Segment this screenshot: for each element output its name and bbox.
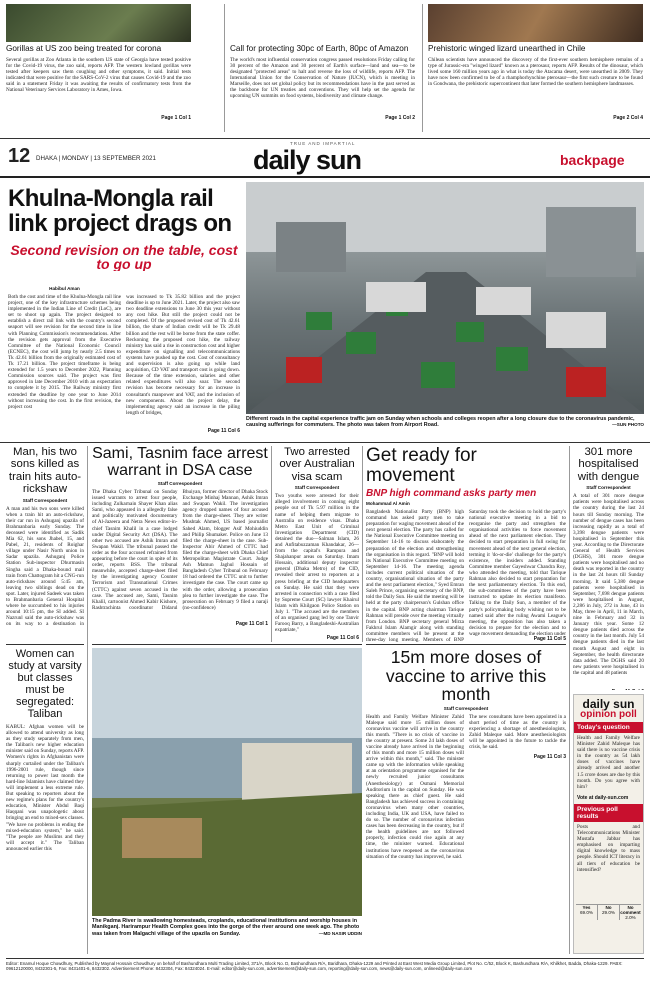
poll-brand: daily sun [582,697,635,711]
story-sami[interactable] [92,446,268,642]
lead-byline: Habibul Aman [49,286,80,291]
tagline: TRUE AND IMPARTIAL [290,141,356,146]
story-jump: Page 11 Col 6 [326,635,359,642]
story-byline: Staff Correspondent [22,497,68,503]
lead-col-1: Both the cost and time of the Khulna-Mongla rail line project, one of the key infrastructure schemes being implemented in the Indian Line of Credit (LoC), are set to shoot up again. The project designed to establish a direct rail link with the country's second seaport will see revision for the second time in line with Planning Commission's recommendations. After the revision gets approval from the Executive Committee of the National Economic Council (ECNEC), the cost will jump by nearly 2.5 times to Tk 42.61 billion from the originally estimated cost of Tk 17.21 billion. The project timeframe is being extended for 1.5 years to December 2022, Planning Commission sources said. The project was first approved in late December 2010 with an expectation to complete it by 2015. The Railway ministry first extended the deadline by one year to June 2014 without increasing the cost. In the first revision, the project cost [8,294,121,410]
pterosaur-photo [428,4,643,42]
story-byline: Mohammad Al Amin [366,501,410,506]
story-byline: Staff Correspondent [443,705,489,711]
story-body: The Dhaka Cyber Tribunal on Sunday issued warrants to arrest four people, including Zulkarnain Shayer Khan alias Sami, who appeared in a allegedly false and politically motivated documentary of Al-Jazeera and Netra News editor-in-chief Tasnim Khalil in a case lodged under Digital Security Act (DSA). The other two accused are Ashik Imran and Swapan Wakil. The tribunal passed the order as the four accused refrained from appearing before the court in spite of its order, reports BSS. The tribunal meanwhile, accepted charge-sheet filed by the investigating agency Counter Terrorism and Transnational Crimes (CTTC) against seven accused in the case. The accused are, Sami, Tasnim Khalil, cartoonist Ahmed Kabir Kishore, Rashtrachinta coordinator Didarul Bhuiyan, former director of Dhaka Stock Exchange Minhaj Mannan, Ashik Imran and Swapan Wakil. The investigation agency dropped names of four accused from the charge-sheet. They are writer Mushtak Ahmed, US based journalist Sahed Alam, blogger Asif Mohiuddin and Philip Shumaker. Police on June 13 filed the charge-sheet in the case. Sub-Inspector Abir Ahmed of CTTC had filed the charge-sheet with Dhaka Chief Metropolitan Magistrate Court. Judge Ash Mamun Jaghul Hossain of Bangladesh Cyber Tribunal on February 18 had ordered the CTTC unit to further investigate the case. The court came up with the order, allowing a prosecution plea to further investigate the case. The prosecution on February 9 filed a naraji (no-confidence) [92,489,268,611]
story-columns [366,714,566,954]
story-jump: Page 11 Col 1 [235,621,268,627]
result-value: 29.0% [601,910,616,915]
dateline: DHAKA | MONDAY | 13 SEPTEMBER 2021 [36,155,156,162]
todays-question: Health and Family Welfare Minister Zahid Maleque has said there is no vaccine crisis in the country as 54 lakh doses of vaccines have already arrived and another 1.5 crore doses are due by this month. Do you agree with him? [577,735,640,790]
traffic-photo [246,182,644,414]
teaser-body: Several gorillas at Zoo Atlanta in the southern US state of Georgia have tested positive for the Covid-19 virus, the zoo said, reports AFP. The western lowland gorillas were tested after keepers saw them coughing and other symptoms, it said. Initial tests indicated that were positive for the SARS-CoV-2 virus that causes Covid-19 and the zoo said in a statement Friday it was awaiting the results of confirmatory tests from the National Veterinary Services Laboratory in Ames, Iowa. [6,56,191,93]
story-byline: Staff Correspondent [294,485,340,491]
story-headline: Sami, Tasnim face arrest warrant in DSA case [92,446,268,479]
teaser-pterosaur[interactable] [428,44,643,134]
story-headline: Get ready for movement [366,446,477,486]
story-headline: 15m more doses of vaccine to arrive this month [385,648,547,704]
story-byline: Staff Correspondent [586,485,631,491]
teaser-gorillas[interactable] [6,44,191,134]
story-bnp[interactable] [366,446,566,642]
padma-caption-text: The Padma River is swallowing homesteads, croplands, educational institutions and worship houses in Manikganj. Harirampur Health Complex goes into the gorge of the river around one week ago. The photo was taken from Malgachi village of the upazila on Sunday. [92,918,360,937]
teaser-title: Prehistoric winged lizard unearthed in Chile [428,44,586,53]
story-jump: Page 11 Col 3 [533,753,566,760]
teaser-body: Chilean scientists have announced the discovery of the first-ever southern hemisphere remains of a type of Jurassic-era "winged lizard" known as a pterosaur, reports AFP. Results of the dinosaur, which lived some 160 million years ago in what is today the Atacama desert, were unearthed in 2009. They have now been confirmed to be of a rhamphorhynchine pterosaur—the first such creature to be found in Gondwana, the prehistoric supercontinent that later formed the southern hemisphere landmasses. [428,56,643,87]
padma-photo-credit: —MD NASIR UDDIN [318,930,362,936]
teaser-jump: Page 2 Col 4 [613,114,643,121]
result-label: No [605,905,612,910]
brand-logo: daily sun [253,145,362,175]
story-headline: 301 more hospitalised with dengue [577,446,640,483]
story-col-1: Bangladesh Nationalist Party (BNP) high command has asked party men to take preparation for waging movement ahead of the next general election. The party has called for the National Executive Committee meeting on September 14-16 to discuss elaborately the preparation of the election and strengthening the organisation in this regard. "BNP will hold its National Executive Committee meeting on September 14-16. The meeting agenda includes current political situation of the country, organisational situation of the party and the next parliament election," Syed Emran Saleh Prince, organising secretary of the BNP, told the Daily Sun. He said the meeting will be held at the party chairperson's Gulshan office in the capital. BNP acting chairman Tarique Rahman will preside over the meeting virtually from London. BNP secretary general Mirza Fakhrul Islam Alamgir along with standing committee members will be present at the three-day long meeting. Members of BNP [366,509,464,642]
lead-byline-wrap [8,284,121,294]
story-jump [573,689,644,690]
result-label: Yes [582,905,591,910]
teaser-title: Gorillas at US zoo being treated for corona [6,44,162,53]
opinion-poll [573,694,644,954]
story-col-2-wrap [469,714,566,954]
masthead [0,138,650,178]
teaser-title: Call for protecting 30pc of Earth, 80pc of Amazon [230,44,409,53]
story-headline: Women can study at varsity but classes must be segregated: Taliban [8,648,82,720]
story-visa[interactable] [275,446,359,642]
todays-question-label: Today's question [574,722,643,733]
vote-link[interactable]: Vote at daily-sun.com [577,795,629,801]
teaser-conservation[interactable] [230,44,415,134]
lead-headline: Khulna-Mongla rail link project drags on [8,186,232,236]
padma-photo [92,648,362,916]
gorilla-photo [6,4,191,42]
page-number: 12 [8,145,31,167]
lead-subhead: Second revision on the table, cost to go up [10,243,238,271]
traffic-photo-scene [246,182,644,414]
story-subhead: BNP high command asks party men [366,488,537,499]
poll-results [576,904,641,920]
result-label: No comment [620,905,641,915]
story-col-2: Saturday took the decision to hold the party's national executive meeting in a bid to reorganise the party and strengthen the organisational activities to force movement ahead of the next parliament election. They decided to start preparation in full swing for movement ahead of the next general election, terming it 'do-or-die' challenge for the party's existence, the insiders added. Standing Committee member Gayeshwar Chandra Roy, who attended the meeting, told that Tarique Rahman also decided to start preparation for the next parliamentary election. To this end, the sub-committees of the party have been instructed to update its election manifesto. Talking to the Daily Sun, a member of the party's policymaking body wishing not to be named said after the ruling Awami League's meeting, the opposition has also taken a decision to prepare for the election and to wage movement demanding the election under [469,509,566,636]
lead-col-2-wrap [126,294,240,440]
story-col-1: Health and Family Welfare Minister Zahid Maleque said more 15 million doses of coronavirus vaccine will arrive in the country this month. "There is no crisis of vaccine in the country at present. Some 24 lakh doses of vaccine already have arrived in the beginning of this month and more 15 million doses will arrive within this month," said. The minister came up with the information while speaking at an orientation programme organised for the newly recruited junior consultants (Anesthesiology) at Osmani Memorial Auditorium in the capital on Sunday. He was speaking there as chief guest. He said Bangladesh has achieved success in containing coronavirus when many other countries, including India, UK and USA, have failed to do so. The number of coronavirus infection cases has been decreasing in the country, but if the health guidelines are not followed properly, infection could rise again at any time, the minister warned. Educational institutions have reopened as the coronavirus situation of the country has improved, he said. [366,713,464,860]
result-no-comment [620,905,641,920]
previous-question: Posts and Telecommunications Minister Mustafa Jabbar has emphasised on imparting digital knowledge to mass people. Should ICT literacy in all tiers of education be intensified? [577,824,640,873]
result-value: 2.0% [625,915,636,920]
lead-col-2: was increased to Tk 35.82 billion and the project deadline is up to June 2021. Later, the project also saw two deadline extensions to June 30 this year without any cost hike. But still the project could not be completed. Of the proposed revised cost of Tk 42.61 billion, the share of Indian credit will be Tk 29.48 billion and the rest will be borne from the state coffer. Reckoning the proposed cost hike, the railway ministry has said a rise in construction cost and higher expenditure on signalling and telecommunications systems have pushed up the cost. Cost of consultancy and supervision is also going up while land acquisition, CD VAT and transport cost is going down. Because of the time extension, salaries and other related expenditures will also soar. The second revision has become necessary for an increase in consultant's manpower and VAT, and the inclusion of new components. About the project delay, the implementing agency said an increase in the piling length of bridges, [126,294,240,416]
story-body: KABUL: Afghan women will be allowed to attend university as long as they study separately from men, the Taliban's new higher education minister said on Sunday, reports AFP. Women's rights in Afghanistan were sharply curtailed under the Taliban's 1996-2001 rule, though since returning to power last month the hard-line Islamists have claimed they will implement a less extreme rule. But speaking to reporters about the new regime's plans for the country's education, Minister Abdul Baqi Haqqani was unapologetic about bringing an end to mixed-sex classes. "We have no problems in ending the mixed-education system," he said. "The people are Muslims and they will accept it." The Taliban announced earlier this [6,724,84,852]
story-train[interactable] [6,446,84,642]
story-taliban[interactable] [6,648,84,954]
story-vaccine[interactable] [366,648,566,954]
traffic-caption-text: Different roads in the capital experience traffic jam on Sunday when schools and colleges reopen after a long closure due to the coronavirus pandemic, causing sufferings for commuters. The photo was taken from Airport Road. [246,416,635,429]
section-label: backpage [560,152,625,168]
story-headline: Man, his two sons killed as train hits auto-rickshaw [8,446,82,496]
traffic-photo-credit: —SUN PHOTO [612,422,644,428]
padma-photo-scene [92,648,362,916]
padma-photo-caption [92,918,362,954]
poll-title: opinion poll [580,709,637,720]
story-jump: Page 11 Col 5 [533,636,566,642]
story-body: A total of 301 more dengue patients were hospitalised across the country during the last 24 hours till Sunday morning. The number of dengue cases has been increasing rapidly as a total of 3,398 dengue patients were hospitalised in September this year. According to the Directorate General of Health Services (DGHS), 301 more dengue patients were hospitalised and no death was reported in the country in the last 24 hours till Sunday morning. It said 5,380 dengue patients were hospitalised in September, 7,698 dengue patients were hospitalised in August, 2,286 in July, 272 in June, 43 in May, three in April, 11 in March, nine in February and 32 in January this year. Some 12 dengue patients died across the country in the last month. July 54 dengue patients died in the last month August and eight in September, the health directorate data added. The DGHS said 20 new patients were hospitalised in the capital and 48 patients [573,493,644,676]
story-columns [366,509,566,642]
traffic-photo-caption [246,416,644,438]
teaser-jump: Page 1 Col 1 [161,114,191,121]
teaser-jump: Page 1 Col 2 [385,114,415,121]
story-body: A man and his two sons were killed when a train hit an auto-rickshaw, their car run in Ashuganj upazila of Brahmanbaria early Sunday. The deceased were identified as Sadik Mia 62, his sons Jhabel, 15, and Pabel, 21, residents of Roighar village under Nasir North union in Sadar upazila. Ashuganj Police Station Sub-inspector Dhurmasin Singha said a Dhaka-bound mail train from Chattogram hit a CNG-run auto-rickshaw around 5:45 am, leaving two siblings dead on the spot. Later, injured Sadeek was taken to Brahmanbaria General Hospital where he succumbed to his injuries around 10:15 pm, the SI added. SI Nazrunl said the auto-rickshaw was on its way to a destination in [6,505,84,626]
story-col-2: The new consultants have been appointed in a short period of time as the country is experiencing a shortage of anesthesiologists, Zahid Maleque said. More anesthesiologists will be appointed in the future to tackle the crisis, he said. [469,713,566,750]
lead-jump: Page 11 Col 6 [207,428,240,434]
story-body: Two youths were arrested for their alleged involvement in conning eight people out of Tk 5.97 million in the name of helping them migrate to Australia on residence visas. Dhaka Metro East Unit of Criminal Investigation Department (CID) detained the duo—Salman Islam, 26 and Anfitabuzzaman Khandakar, 26—from the capital's Rampura and Shajahanpur areas on Saturday. Imam Hossain, additional deputy inspector general (Dhaka Metro) of the CID, revealed their arrest to reporters at a press briefing at the CID headquarters on Sunday. He said that they were arrested in connection with a case filed by Supreme Court (SC) lawyer Khairul Islam with Khilgaon Police Station on July 1. "The accused are the members of an organised gang led by one Tanvir Farooq Barry, a Bangladeshi-Australian expatriate," [275,493,359,634]
story-byline: Staff Correspondent [157,481,203,486]
footer-imprint: Editor: Enamul Hoque Chowdhury, Published by Maynal Hossain Chowdhury on behalf of Bashundhara Multi Trading Limited, 371/A, Block No. D, Bashundhara R/A, Baridhara, Dhaka-1229 and Printed at East West Media Group Limited, Plot No. C/52, Block K, Bashundhara R/A, Khilkhet, Badda, Dhaka-1229. PABX: 09612120000, 8432301-5, Fax: 8431401-6, 8432302. Advertisement Phone: 8432304, Fax: 84324024. E-mail: editor@daily-sun.com, advertisement@daily-sun.com, reporting@daily-sun.com, news@daily-sun.com, onlineed@daily-sun.com [6,958,644,980]
previous-poll-label: Previous poll results [574,804,643,822]
result-yes [576,905,598,920]
result-value: 69.0% [579,910,594,915]
teaser-body: The world's most influential conservation congress passed resolutions Friday calling for 30 percent of the Amazon and 30 percent of Earth's surface—land and sea—to be designated "protected areas" to halt and reverse the loss of wildlife, reports AFP. The International Union for the Conservation of Nature (IUCN), which is meeting in Marseille, does not set global policy but its recommendations have in the past served as the backbone for UN treaties and conventions. They will help set the agenda for upcoming UN summits on food systems, biodiversity and climate change. [230,56,415,100]
result-no [598,905,620,920]
story-dengue[interactable] [573,446,644,690]
story-headline: Two arrested over Australian visa scam [279,446,355,483]
story-col-2-wrap [469,509,566,642]
